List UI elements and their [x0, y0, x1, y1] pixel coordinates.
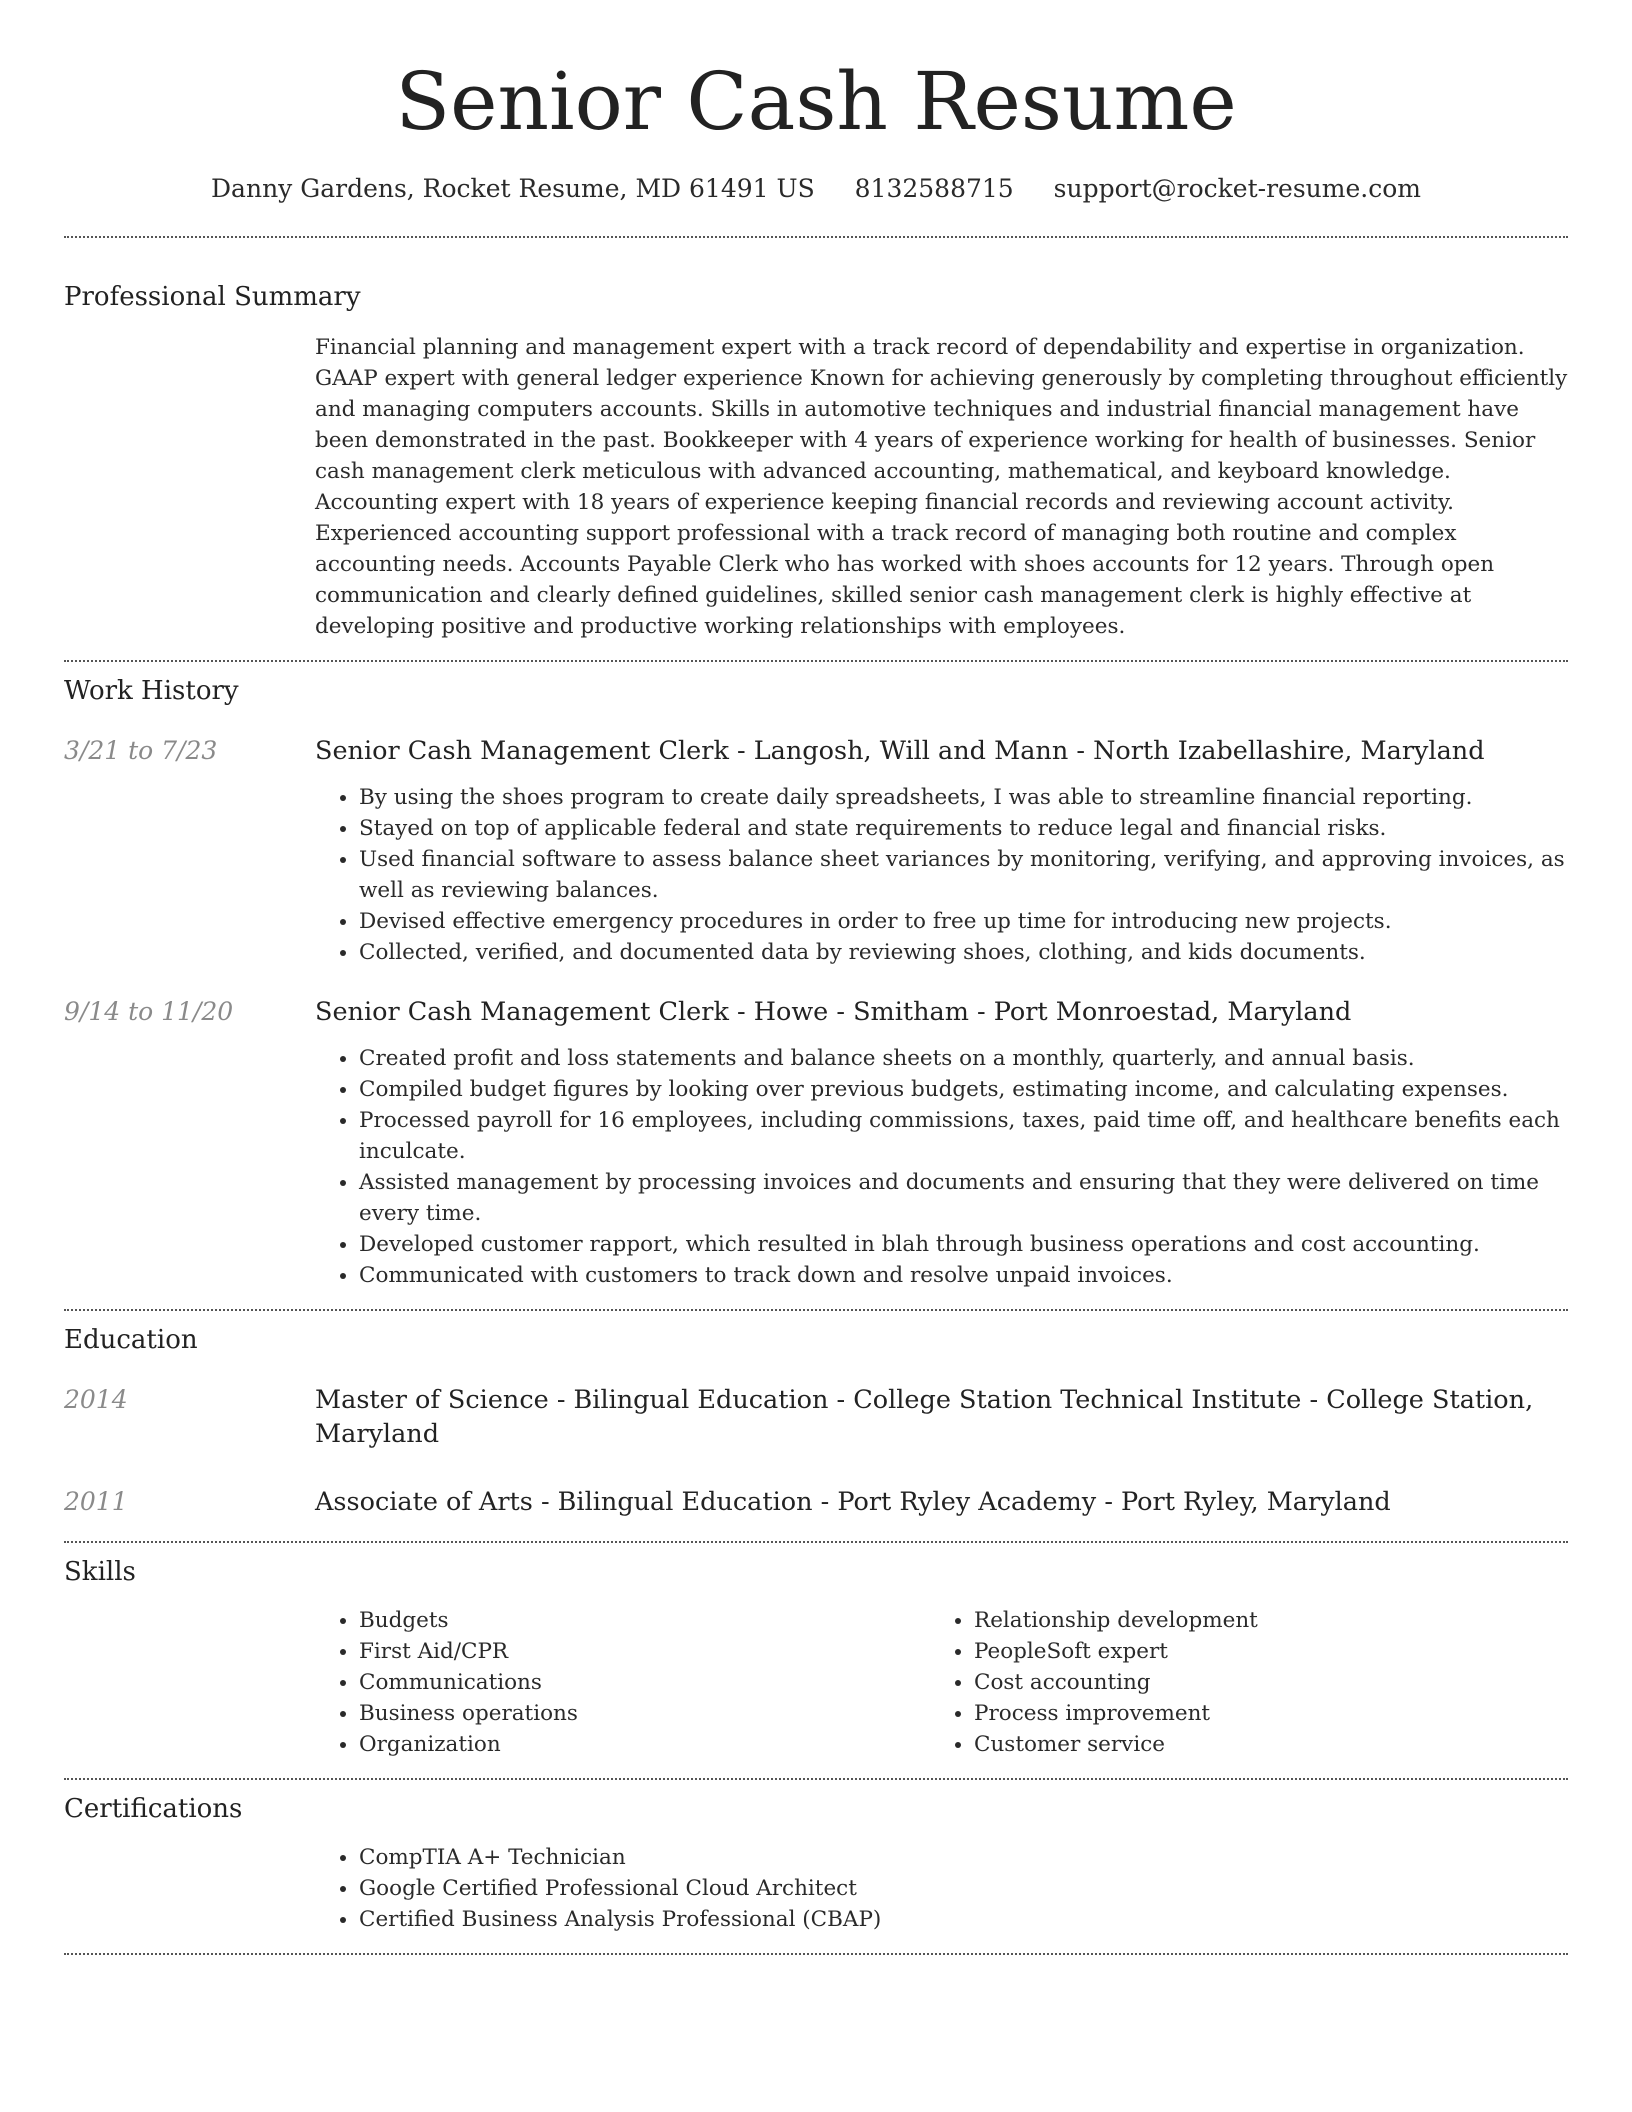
education-entry [64, 1485, 1568, 1519]
section-title-certifications: Certifications [64, 1794, 243, 1824]
certification-item: • Certified Business Analysis Professional (CBAP) [359, 1904, 1568, 1935]
job-heading: Senior Cash Management Clerk - Langosh, Will and Mann - North Izabellashire, Maryland [315, 736, 1485, 766]
list-item: • By using the shoes program to create daily spreadsheets, I was able to streamline financial reporting. [359, 782, 1568, 813]
summary-text: Financial planning and management expert with a track record of dependability and expertise in organization. GAAP expert with general ledger experience Known for achieving generously by completing throughout efficiently and managing computers accounts. Skills in automotive techniques and industrial financial management have been demonstrated in the past. Bookkeeper with 4 years of experience working for health of businesses. Senior cash management clerk meticulous with advanced accounting, mathematical, and keyboard knowledge. Accounting expert with 18 years of experience keeping financial records and reviewing account activity. Experienced accounting support professional with a track record of managing both routine and complex accounting needs. Accounts Payable Clerk who has worked with shoes accounts for 12 years. Through open communication and clearly defined guidelines, skilled senior cash management clerk is highly effective at developing positive and productive working relationships with employees. [315, 335, 1568, 639]
job-dates: 3/21 to 7/23 [64, 736, 218, 765]
skill-item: • First Aid/CPR [359, 1636, 930, 1667]
list-item: • Developed customer rapport, which resulted in blah through business operations and cost accounting. [359, 1229, 1568, 1260]
education-heading: Master of Science - Bilingual Education - College Station Technical Institute - College Station, Maryland [315, 1385, 1534, 1449]
list-item: • Communicated with customers to track down and resolve unpaid invoices. [359, 1260, 1568, 1291]
list-item: • Used financial software to assess balance sheet variances by monitoring, verifying, and approving invoices, as well as reviewing balances. [359, 844, 1568, 906]
skill-item: • Budgets [359, 1605, 930, 1636]
list-item: • Created profit and loss statements and balance sheets on a monthly, quarterly, and annual basis. [359, 1043, 1568, 1074]
contact-phone: 8132588715 [854, 174, 1014, 203]
list-item: • Processed payroll for 16 employees, including commissions, taxes, paid time off, and healthcare benefits each inculcate. [359, 1105, 1568, 1167]
job-bullets [315, 782, 1568, 968]
list-item: • Assisted management by processing invoices and documents and ensuring that they were delivered on time every time. [359, 1167, 1568, 1229]
certification-item: • CompTIA A+ Technician [359, 1842, 1568, 1873]
work-history-section [64, 662, 1568, 1309]
job-entry [64, 734, 1568, 968]
section-title-summary: Professional Summary [64, 282, 361, 312]
divider [64, 1953, 1568, 1955]
contact-address: Danny Gardens, Rocket Resume, MD 61491 US [211, 174, 815, 203]
education-year: 2011 [64, 1487, 128, 1516]
section-title-education: Education [64, 1325, 198, 1355]
summary-section [64, 280, 1568, 642]
skill-item: • Process improvement [974, 1698, 1545, 1729]
skills-section [64, 1543, 1568, 1778]
certifications-section [64, 1780, 1568, 1953]
skill-item: • Communications [359, 1667, 930, 1698]
skill-item: • Cost accounting [974, 1667, 1545, 1698]
job-body [315, 734, 1568, 968]
skills-column-left [315, 1605, 930, 1760]
job-entry [64, 995, 1568, 1291]
skills-column-right [930, 1605, 1545, 1760]
job-dates: 9/14 to 11/20 [64, 997, 234, 1026]
section-title-work-history: Work History [64, 676, 239, 706]
job-body [315, 995, 1568, 1291]
job-bullets [315, 1043, 1568, 1291]
skill-item: • Business operations [359, 1698, 930, 1729]
list-item: • Collected, verified, and documented data by reviewing shoes, clothing, and kids documents. [359, 937, 1568, 968]
education-year: 2014 [64, 1385, 128, 1414]
skill-item: • PeopleSoft expert [974, 1636, 1545, 1667]
list-item: • Compiled budget figures by looking over previous budgets, estimating income, and calculating expenses. [359, 1074, 1568, 1105]
contact-line [64, 172, 1568, 206]
contact-email: support@rocket-resume.com [1053, 174, 1421, 203]
resume-name: Senior Cash Resume [395, 55, 1237, 148]
skills-columns [315, 1605, 1568, 1760]
divider [64, 236, 1568, 238]
education-entry [64, 1383, 1568, 1451]
list-item: • Stayed on top of applicable federal and state requirements to reduce legal and financial risks. [359, 813, 1568, 844]
skill-item: • Organization [359, 1729, 930, 1760]
education-section [64, 1311, 1568, 1541]
skill-item: • Customer service [974, 1729, 1545, 1760]
certifications-list [315, 1842, 1568, 1935]
job-heading: Senior Cash Management Clerk - Howe - Smitham - Port Monroestad, Maryland [315, 997, 1352, 1027]
education-heading: Associate of Arts - Bilingual Education - Port Ryley Academy - Port Ryley, Maryland [315, 1487, 1391, 1517]
list-item: • Devised effective emergency procedures in order to free up time for introducing new projects. [359, 906, 1568, 937]
skill-item: • Relationship development [974, 1605, 1545, 1636]
certification-item: • Google Certified Professional Cloud Architect [359, 1873, 1568, 1904]
section-title-skills: Skills [64, 1557, 136, 1587]
